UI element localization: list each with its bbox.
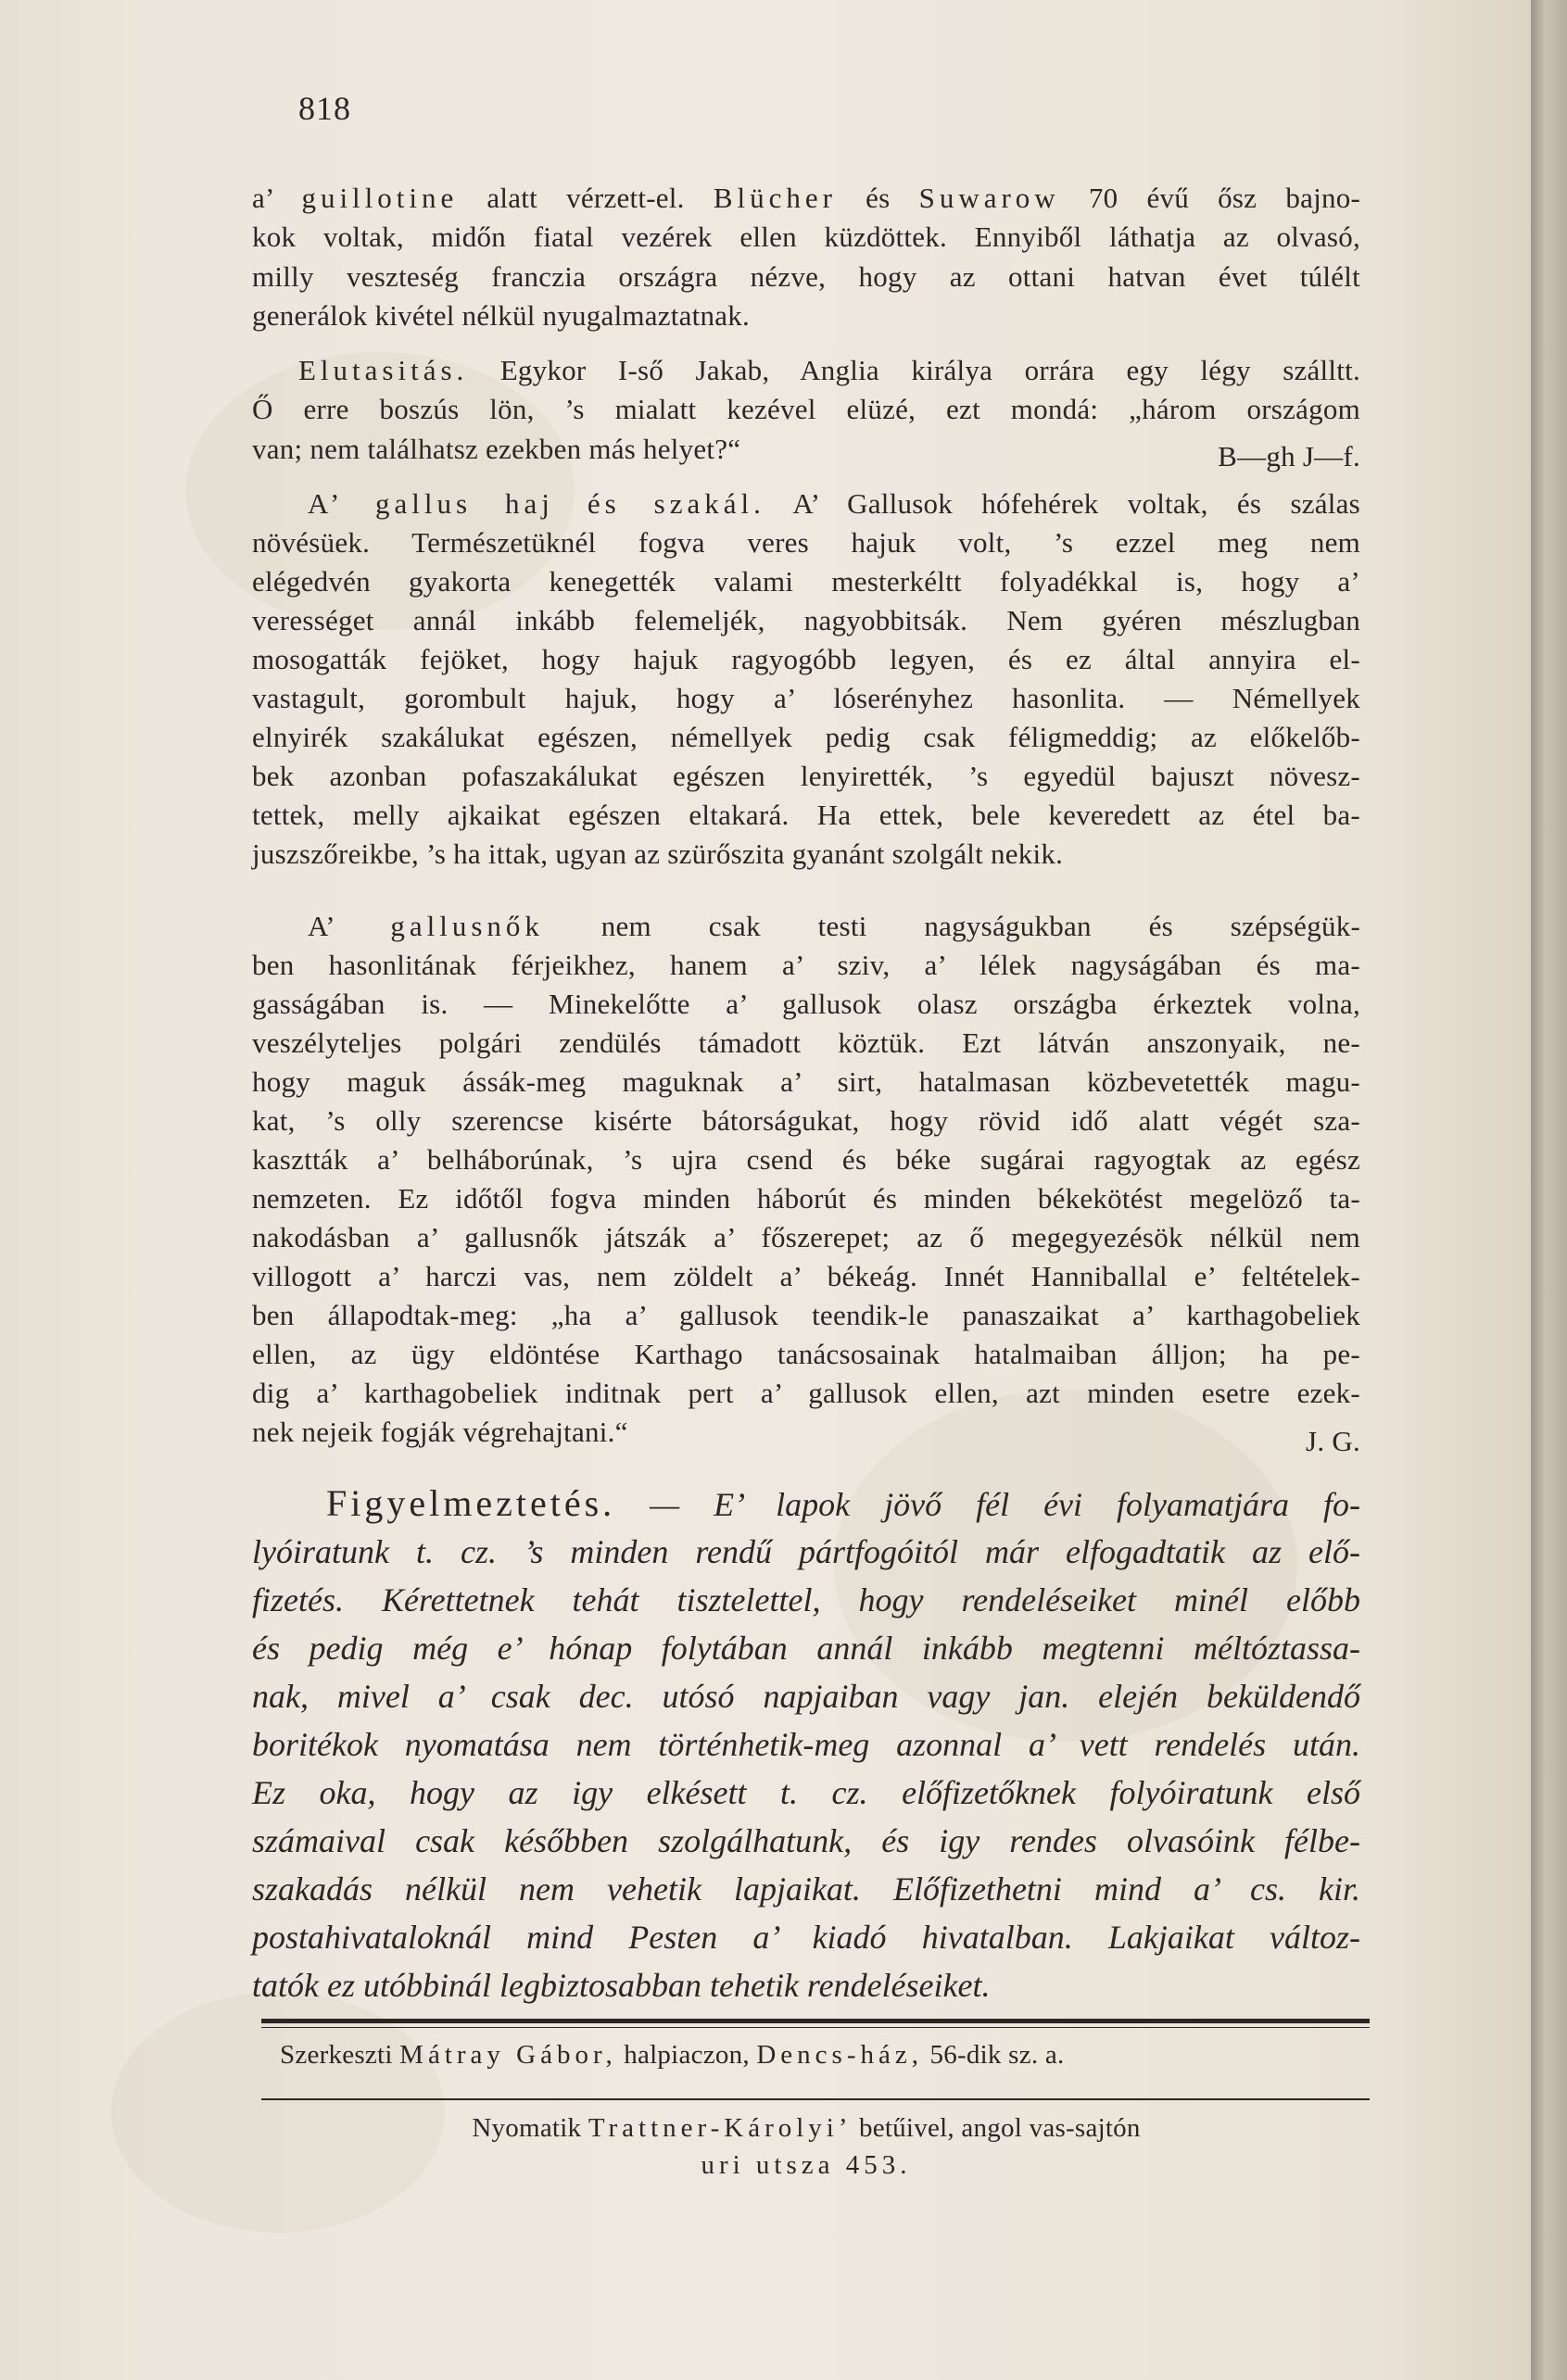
text-line: juszszőreikbe, ’s ha ittak, ugyan az szürőszita gyanánt szolgált nekik.	[252, 837, 1064, 870]
book-gutter	[1531, 0, 1567, 2380]
text-line: verességet annál inkább felemeljék, nagyobbitsák. Nem gyéren mészlugban	[252, 604, 1360, 636]
section-heading: Elutasitás.	[298, 354, 469, 386]
text-line: kat, ’s olly szerencse kisérte bátorságukat, hogy rövid idő alatt végét sza-	[252, 1104, 1360, 1137]
text-line: szakadás nélkül nem vehetik lapjaikat. Előfizethetni mind a’ cs. kir.	[252, 1870, 1360, 1908]
text-line: villogott a’ harczi vas, nem zöldelt a’ békeág. Innét Hanniballal e’ feltételek-	[252, 1260, 1360, 1292]
editor-line: Szerkeszti Mátray Gábor, halpiaczon, Dencs-ház, 56-dik sz. a.	[280, 2040, 1065, 2070]
text-line: tettek, melly ajkaikat egészen eltakará. Ha ettek, bele keveredett az étel ba-	[252, 799, 1360, 831]
text-line: gasságában is. — Minekelőtte a’ gallusok olasz országba érkeztek volna,	[252, 988, 1360, 1020]
text-line: kasztták a’ belháborúnak, ’s ujra csend és béke sugárai ragyogtak az egész	[252, 1143, 1360, 1176]
text-line: hogy maguk ássák-meg maguknak a’ sirt, hatalmasan közbevetették magu-	[252, 1065, 1360, 1098]
text-line: generálok kivétel nélkül nyugalmaztatnak.	[252, 299, 751, 332]
text-line: elégedvén gyakorta kenegették valami mesterkéltt folyadékkal is, hogy a’	[252, 565, 1360, 598]
text-line: számaival csak későbben szolgálhatunk, és igy rendes olvasóink félbe-	[252, 1822, 1360, 1859]
text-line: nak, mivel a’ csak dec. utósó napjaiban vagy jan. elején beküldendő	[252, 1678, 1360, 1715]
text-line: vastagult, gorombult hajuk, hogy a’ lóserényhez hasonlita. — Némellyek	[252, 682, 1360, 714]
printer-address: uri utsza 453.	[701, 2150, 912, 2180]
thin-rule	[261, 2027, 1370, 2028]
separator-rule	[261, 2098, 1370, 2100]
text-line: postahivataloknál mind Pesten a’ kiadó hivatalban. Lakjaikat változ-	[252, 1919, 1360, 1956]
text-line: ben állapodtak-meg: „ha a’ gallusok teendik-le panaszaikat a’ karthagobeliek	[252, 1299, 1360, 1331]
text-line: a’ guillotine alatt vérzett-el. Blücher és Suwarow 70 évű ősz bajno-	[252, 182, 1361, 214]
text-line: milly veszteség franczia országra nézve, hogy az ottani hatvan évet túlélt	[252, 260, 1360, 293]
text-line: Ő erre boszús lön, ’s mialatt kezével elüzé, ezt mondá: „három országom	[252, 393, 1360, 425]
text-line: nemzeten. Ez időtől fogva minden háborút és minden békekötést megelöző ta-	[252, 1182, 1360, 1215]
text-line: Figyelmeztetés. — E’ lapok jövő fél évi folyamatjára fo-	[326, 1482, 1360, 1524]
text-line: elnyirék szakálukat egészen, némellyek pedig csak féligmeddig; az előkelőb-	[252, 721, 1360, 753]
text-line: mosogatták fejöket, hogy hajuk ragyogóbb legyen, és ez által annyira el-	[252, 643, 1360, 675]
text-line: ellen, az ügy eldöntése Karthago tanácsosainak hatalmaiban álljon; ha pe-	[252, 1338, 1360, 1370]
text-line: lyóiratunk t. cz. ’s minden rendű pártfogóitól már elfogadtatik az elő-	[252, 1533, 1360, 1570]
editor-name: Mátray Gábor,	[399, 2040, 617, 2070]
text-line: nek nejeik fogják végrehajtani.“	[252, 1416, 628, 1448]
text-line: ben hasonlitának férjeikhez, hanem a’ sziv, a’ lélek nagyságában és ma-	[252, 949, 1360, 981]
text-line: boritékok nyomatása nem történhetik-meg azonnal a’ vett rendelés után.	[252, 1726, 1360, 1763]
text-line: A’ gallusnők nem csak testi nagyságukban és szépségük-	[308, 910, 1361, 942]
text-line: dig a’ karthagobeliek inditnak pert a’ gallusok ellen, azt minden esetre ezek-	[252, 1377, 1360, 1409]
text-line: Elutasitás. Egykor I-ső Jakab, Anglia királya orrára egy légy szálltt.	[298, 354, 1361, 386]
section-heading: A’ gallus haj és szakál.	[308, 487, 765, 520]
text-line: van; nem találhatsz ezekben más helyet?“	[252, 433, 741, 465]
printer-name: Trattner-Károlyi’	[588, 2113, 853, 2143]
text-line: nakodásban a’ gallusnők játszák a’ főszerepet; az ő megegyezésök nélkül nem	[252, 1221, 1360, 1253]
text-line: fizetés. Kérettetnek tehát tisztelettel, hogy rendeléseiket minél előbb	[252, 1581, 1360, 1618]
section-heading: gallusnők	[390, 910, 544, 942]
text-line: és pedig még e’ hónap folytában annál inkább megtenni méltóztassa-	[252, 1630, 1360, 1667]
page-number: 818	[298, 90, 351, 127]
text-line: A’ gallus haj és szakál. A’ Gallusok hófehérek voltak, és szálas	[308, 487, 1360, 520]
printer-line: Nyomatik Trattner-Károlyi’ betűivel, angol vas-sajtón	[472, 2113, 1141, 2143]
text-line: veszélyteljes polgári zendülés támadott köztük. Ezt látván anszonyaik, ne-	[252, 1026, 1360, 1059]
signature: J. G.	[1306, 1425, 1360, 1457]
text-line: Ez oka, hogy az igy elkésett t. cz. előfizetőknek folyóiratunk első	[252, 1774, 1360, 1811]
signature: B—gh J—f.	[1218, 440, 1360, 472]
thick-rule	[261, 2019, 1370, 2023]
text-line: tatók ez utóbbinál legbiztosabban tehetik rendeléseiket.	[252, 1967, 991, 2004]
text-line: bek azonban pofaszakálukat egészen lenyirették, ’s egyedül bajuszt növesz-	[252, 760, 1360, 792]
notice-heading: Figyelmeztetés.	[326, 1482, 616, 1524]
text-line: növésüek. Természetüknél fogva veres hajuk volt, ’s ezzel meg nem	[252, 526, 1360, 559]
text-line: kok voltak, midőn fiatal vezérek ellen küzdöttek. Ennyiből láthatja az olvasó,	[252, 220, 1360, 253]
